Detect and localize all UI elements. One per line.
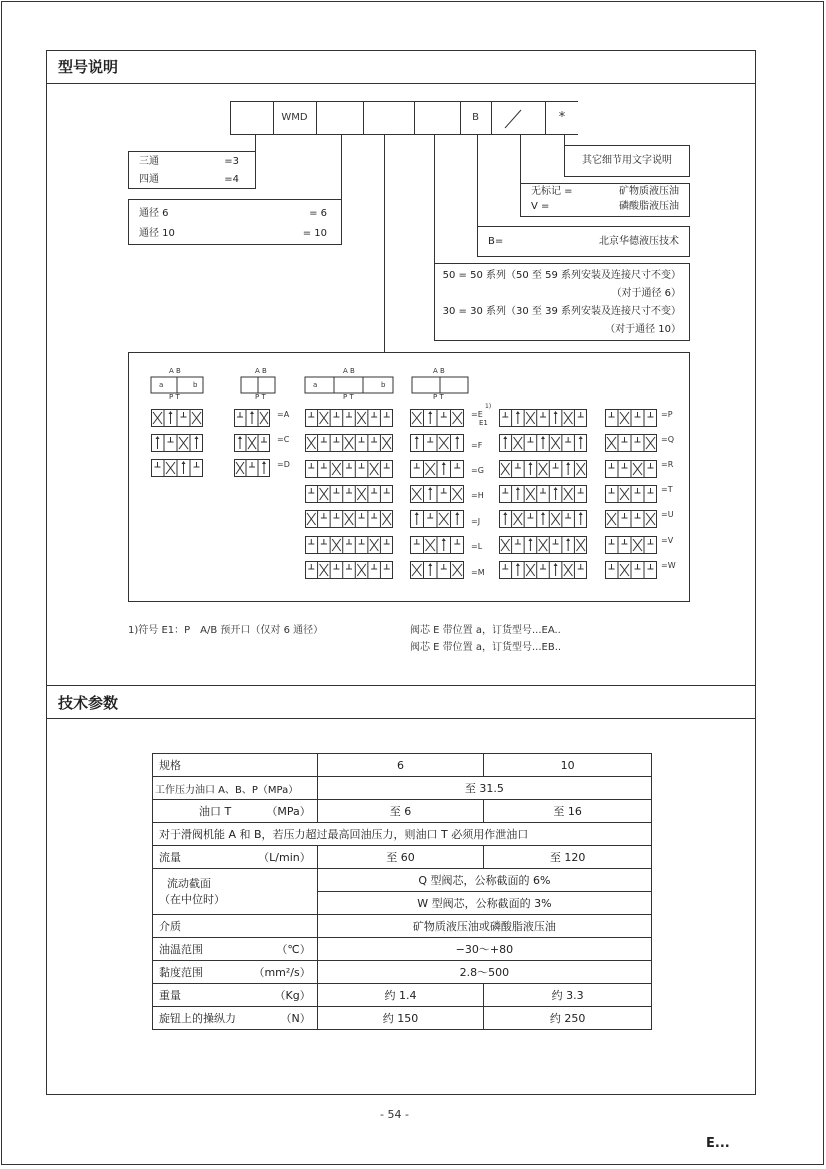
seal-v-value: 磷酸脂液压油 bbox=[619, 201, 679, 212]
section-title-model: 型号说明 bbox=[46, 50, 756, 84]
spool-symbol bbox=[605, 510, 657, 528]
spec-row-medium bbox=[153, 915, 652, 938]
ways-3-label: 三通 bbox=[139, 156, 159, 167]
seal-option-box bbox=[520, 183, 690, 217]
spec-value: 约 1.4 bbox=[317, 984, 484, 1007]
slash-icon bbox=[491, 102, 545, 134]
page-number: - 54 - bbox=[380, 1108, 409, 1121]
spec-row-temp bbox=[153, 938, 652, 961]
spec-value: 约 3.3 bbox=[484, 984, 652, 1007]
ways-4-value: =4 bbox=[224, 174, 239, 185]
spec-unit: （mm²/s） bbox=[253, 966, 311, 979]
spec-value: 至 16 bbox=[484, 800, 652, 823]
spool-symbol bbox=[499, 409, 587, 427]
spec-unit: （Kg） bbox=[274, 989, 311, 1002]
spec-label-text: 旋钮上的操纵力 bbox=[159, 1012, 236, 1025]
size-option-box bbox=[128, 199, 342, 245]
spec-label-text: 油温范围 bbox=[159, 943, 203, 956]
code-e1-note: 1) bbox=[485, 403, 492, 410]
spec-value: 10 bbox=[484, 754, 652, 777]
spec-unit: （N） bbox=[280, 1012, 311, 1025]
code-col4-3: =H bbox=[471, 491, 484, 500]
size-10-value: = 10 bbox=[302, 228, 327, 239]
spool-symbol bbox=[410, 510, 464, 528]
header-pt-2: P T bbox=[255, 393, 266, 401]
size-10-label: 通径 10 bbox=[139, 228, 175, 239]
spec-unit: （MPa） bbox=[266, 805, 311, 818]
spec-row-flow bbox=[153, 846, 652, 869]
spec-label-text: 油口 T bbox=[199, 805, 232, 818]
note-ea: 阀芯 E 带位置 a，订货型号...EA.. bbox=[410, 625, 561, 636]
spec-unit: （L/min） bbox=[258, 851, 311, 864]
spool-symbol bbox=[605, 460, 657, 478]
spec-row-viscosity bbox=[153, 961, 652, 984]
spec-label-text: 流动截面 bbox=[167, 876, 211, 890]
port-a-1: a bbox=[159, 381, 164, 389]
spec-label: 介质 bbox=[153, 915, 318, 938]
seal-none-value: 矿物质液压油 bbox=[619, 186, 679, 197]
code-col6-2: =R bbox=[661, 460, 674, 469]
spool-symbol bbox=[605, 485, 657, 503]
spec-label bbox=[153, 938, 318, 961]
spool-symbol bbox=[305, 561, 393, 579]
header-pt-3: P T bbox=[343, 393, 354, 401]
spec-table bbox=[152, 753, 652, 1030]
series-50-note: （对于通径 6） bbox=[611, 288, 681, 299]
code-col6-1: =Q bbox=[661, 435, 674, 444]
code-col6-6: =W bbox=[661, 561, 676, 570]
spec-label-text: 重量 bbox=[159, 989, 181, 1002]
spool-symbol bbox=[499, 485, 587, 503]
spool-symbol bbox=[605, 561, 657, 579]
spool-symbol bbox=[499, 561, 587, 579]
code-col4-2: =G bbox=[471, 466, 484, 475]
seal-none-label: 无标记 = bbox=[531, 186, 573, 197]
spec-value: 至 6 bbox=[317, 800, 484, 823]
code-col6-0: =P bbox=[661, 410, 673, 419]
spool-symbol bbox=[499, 536, 587, 554]
model-code-row bbox=[230, 101, 578, 135]
spool-symbol bbox=[605, 409, 657, 427]
code-col6-3: =T bbox=[661, 485, 673, 494]
spool-symbol bbox=[305, 485, 393, 503]
spool-symbol bbox=[605, 434, 657, 452]
header-pt-4: P T bbox=[433, 393, 444, 401]
brand-value: 北京华德液压技术 bbox=[599, 236, 679, 247]
spec-value: 至 120 bbox=[484, 846, 652, 869]
section-title-tech: 技术参数 bbox=[46, 685, 756, 719]
spec-row-weight bbox=[153, 984, 652, 1007]
spool-symbol bbox=[151, 459, 203, 477]
code-col2-1: =C bbox=[277, 435, 290, 444]
spool-symbol bbox=[410, 434, 464, 452]
code-col4-4: =J bbox=[471, 517, 481, 526]
spool-symbol bbox=[234, 409, 270, 427]
spec-row-note bbox=[153, 823, 652, 846]
port-b-1: b bbox=[193, 381, 198, 389]
size-6-label: 通径 6 bbox=[139, 208, 169, 219]
code-cell-brand: B bbox=[460, 102, 492, 134]
spec-label-text: 流量 bbox=[159, 851, 181, 864]
other-details-box: 其它细节用文字说明 bbox=[564, 145, 690, 177]
code-col4-0: =E bbox=[471, 410, 483, 419]
spool-symbol bbox=[499, 460, 587, 478]
port-a-2: a bbox=[313, 381, 318, 389]
spec-label bbox=[153, 961, 318, 984]
brand-label: B= bbox=[488, 236, 504, 247]
ways-3-value: =3 bbox=[224, 156, 239, 167]
spec-label-text: 黏度范围 bbox=[159, 966, 203, 979]
spec-label: 规格 bbox=[153, 754, 318, 777]
spool-symbol bbox=[305, 434, 393, 452]
code-cell-size bbox=[316, 102, 364, 134]
code-cell-ways bbox=[231, 102, 274, 134]
spec-row-pressure bbox=[153, 777, 652, 800]
code-col4-6: =M bbox=[471, 568, 485, 577]
spec-label bbox=[153, 869, 318, 915]
code-col2-2: =D bbox=[277, 460, 290, 469]
footer-mark: E... bbox=[706, 1136, 730, 1151]
footnote-e1: 1)符号 E1：P A/B 预开口（仅对 6 通径） bbox=[128, 625, 324, 636]
spool-symbol bbox=[151, 434, 203, 452]
spec-unit: （℃） bbox=[276, 943, 311, 956]
code-cell-wmd: WMD bbox=[273, 102, 317, 134]
code-e1: E1 bbox=[479, 419, 488, 427]
spec-row-area-q bbox=[153, 869, 652, 892]
spool-symbol-box bbox=[128, 352, 690, 602]
spool-symbol bbox=[151, 409, 203, 427]
spec-label-sub: （在中位时） bbox=[159, 892, 225, 906]
spec-value: 约 250 bbox=[484, 1007, 652, 1030]
spool-symbol bbox=[410, 536, 464, 554]
spec-note: 对于滑阀机能 A 和 B，若压力超过最高回油压力，则油口 T 必须用作泄油口 bbox=[153, 823, 652, 846]
code-col2-0: =A bbox=[277, 410, 290, 419]
series-30-note: （对于通径 10） bbox=[605, 324, 681, 335]
series-option-box bbox=[434, 263, 690, 341]
spec-label: 工作压力油口 A、B、P（MPa） bbox=[153, 777, 318, 800]
code-cell-seal bbox=[491, 102, 546, 134]
spec-value: 6 bbox=[317, 754, 484, 777]
spool-symbol bbox=[410, 561, 464, 579]
spool-symbol bbox=[305, 510, 393, 528]
header-ab-3: A B bbox=[343, 367, 355, 375]
code-col4-5: =L bbox=[471, 542, 483, 551]
series-30-line: 30 = 30 系列（30 至 39 系列安装及连接尺寸不变） bbox=[442, 306, 681, 317]
spec-row-size bbox=[153, 754, 652, 777]
code-col6-4: =U bbox=[661, 510, 674, 519]
spec-label bbox=[153, 984, 318, 1007]
header-ab-4: A B bbox=[433, 367, 445, 375]
port-b-2: b bbox=[381, 381, 386, 389]
spec-row-t-pressure bbox=[153, 800, 652, 823]
header-ab-1: A B bbox=[169, 367, 181, 375]
seal-v-label: V = bbox=[531, 201, 550, 212]
spool-symbol bbox=[234, 434, 270, 452]
spec-value: −30～+80 bbox=[317, 938, 651, 961]
spool-symbol bbox=[410, 485, 464, 503]
ways-4-label: 四通 bbox=[139, 174, 159, 185]
spec-value: W 型阀芯，公称截面的 3% bbox=[317, 892, 651, 915]
series-50-line: 50 = 50 系列（50 至 59 系列安装及连接尺寸不变） bbox=[442, 270, 681, 281]
spool-symbol bbox=[234, 459, 270, 477]
spec-value: 至 31.5 bbox=[317, 777, 651, 800]
spec-value: 约 150 bbox=[317, 1007, 484, 1030]
code-col6-5: =V bbox=[661, 536, 674, 545]
spec-label bbox=[153, 1007, 318, 1030]
spool-symbol bbox=[410, 460, 464, 478]
code-cell-series bbox=[414, 102, 461, 134]
spool-symbol bbox=[305, 460, 393, 478]
code-cell-spool bbox=[363, 102, 415, 134]
spec-value: 矿物质液压油或磷酸脂液压油 bbox=[317, 915, 651, 938]
spec-value: Q 型阀芯，公称截面的 6% bbox=[317, 869, 651, 892]
header-ab-2: A B bbox=[255, 367, 267, 375]
spec-value: 至 60 bbox=[317, 846, 484, 869]
note-eb: 阀芯 E 带位置 a，订货型号...EB.. bbox=[410, 642, 562, 653]
brand-option-box bbox=[477, 226, 690, 257]
spool-symbol bbox=[499, 434, 587, 452]
ways-option-box bbox=[128, 151, 256, 189]
spool-symbol bbox=[305, 536, 393, 554]
spec-label bbox=[153, 800, 318, 823]
spec-value: 2.8～500 bbox=[317, 961, 651, 984]
spool-symbol bbox=[305, 409, 393, 427]
header-pt-1: P T bbox=[169, 393, 180, 401]
spool-symbol bbox=[605, 536, 657, 554]
spec-label bbox=[153, 846, 318, 869]
code-cell-other: * bbox=[558, 110, 566, 125]
spec-row-force bbox=[153, 1007, 652, 1030]
size-6-value: = 6 bbox=[309, 208, 327, 219]
spool-symbol bbox=[410, 409, 464, 427]
spool-symbol bbox=[499, 510, 587, 528]
code-col4-1: =F bbox=[471, 441, 483, 450]
